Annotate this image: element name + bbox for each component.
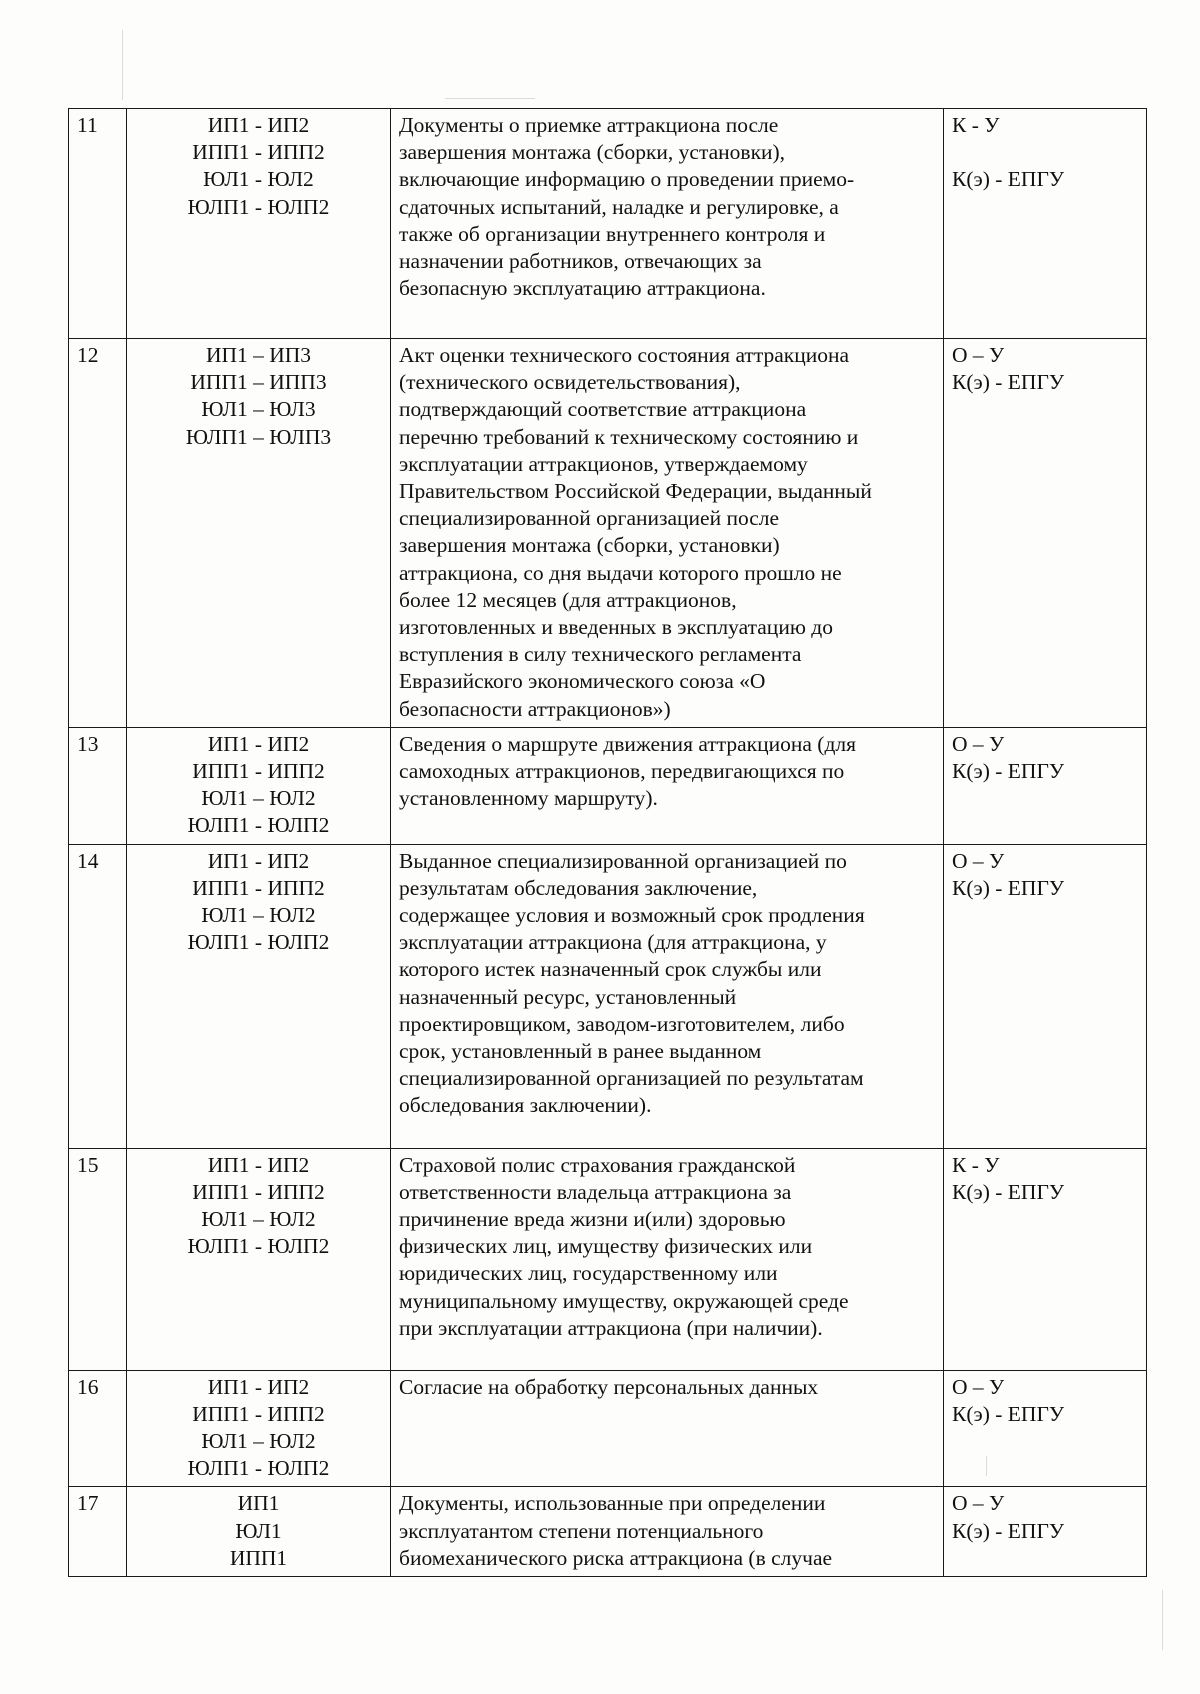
requirement-line: К(э) - ЕПГУ bbox=[952, 1179, 1065, 1204]
category-line: ЮЛП1 - ЮЛП2 bbox=[187, 194, 330, 219]
requirement-line: О – У bbox=[952, 1491, 1005, 1516]
applicant-categories bbox=[127, 1370, 391, 1487]
requirement-line: О – У bbox=[952, 343, 1005, 367]
document-line: физических лиц, имуществу физических или bbox=[399, 1234, 813, 1259]
requirement-line: О – У bbox=[952, 1374, 1005, 1399]
category-line: ЮЛП1 - ЮЛП2 bbox=[187, 1456, 330, 1481]
category-line: ИПП1 - ИПП2 bbox=[192, 759, 325, 784]
document-description bbox=[391, 727, 944, 844]
requirement-line: К(э) - ЕПГУ bbox=[952, 167, 1065, 192]
row-number: 13 bbox=[69, 727, 127, 844]
requirement-line: О – У bbox=[952, 848, 1005, 873]
document-line: безопасную эксплуатацию аттракциона. bbox=[399, 276, 766, 301]
applicant-categories bbox=[127, 844, 391, 1148]
document-line: подтверждающий соответствие аттракциона bbox=[399, 397, 807, 422]
document-line: эксплуатантом степени потенциального bbox=[399, 1518, 764, 1543]
document-line: сдаточных испытаний, наладке и регулировке, а bbox=[399, 194, 839, 219]
scan-artifact bbox=[1162, 1590, 1163, 1650]
category-line: ИПП1 bbox=[229, 1545, 288, 1570]
table-row bbox=[69, 844, 1147, 1148]
table-row bbox=[69, 1370, 1147, 1487]
row-number: 14 bbox=[69, 844, 127, 1148]
requirement-line: К(э) - ЕПГУ bbox=[952, 1401, 1065, 1426]
document-line: изготовленных и введенных в эксплуатацию до bbox=[399, 615, 833, 640]
document-line: Документы о приемке аттракциона после bbox=[399, 113, 779, 137]
document-description bbox=[391, 109, 944, 339]
document-line: также об организации внутреннего контроля и bbox=[399, 221, 826, 246]
document-line: специализированной организацией по результатам bbox=[399, 1066, 864, 1091]
category-line: ИП1 bbox=[237, 1491, 280, 1516]
document-line: причинение вреда жизни и(или) здоровью bbox=[399, 1207, 786, 1232]
submission-requirement bbox=[944, 339, 1147, 728]
table-row bbox=[69, 727, 1147, 844]
category-line: ЮЛП1 - ЮЛП2 bbox=[187, 1234, 330, 1259]
submission-requirement bbox=[944, 109, 1147, 339]
document-description bbox=[391, 844, 944, 1148]
category-line: ЮЛ1 - ЮЛ2 bbox=[203, 167, 314, 192]
row-number: 15 bbox=[69, 1148, 127, 1370]
category-line: ЮЛ1 – ЮЛ2 bbox=[201, 1429, 316, 1454]
category-line: ЮЛ1 bbox=[235, 1518, 282, 1543]
requirement-line: К(э) - ЕПГУ bbox=[952, 370, 1065, 395]
requirement-line: К - У bbox=[952, 113, 1000, 137]
scan-artifact bbox=[445, 98, 535, 99]
document-line: специализированной организацией после bbox=[399, 506, 780, 531]
document-line: проектировщиком, заводом-изготовителем, либо bbox=[399, 1011, 845, 1036]
document-line: перечню требований к техническому состоянию и bbox=[399, 424, 859, 449]
row-number: 11 bbox=[69, 109, 127, 339]
table-row bbox=[69, 109, 1147, 339]
submission-requirement bbox=[944, 1487, 1147, 1577]
category-line: ЮЛ1 – ЮЛ2 bbox=[201, 786, 316, 811]
category-line: ИПП1 - ИПП2 bbox=[192, 140, 325, 165]
document-description bbox=[391, 1370, 944, 1487]
category-line: ИП1 - ИП2 bbox=[207, 1152, 310, 1177]
submission-requirement bbox=[944, 1370, 1147, 1487]
category-line: ИП1 – ИП3 bbox=[205, 343, 312, 367]
document-line: содержащее условия и возможный срок продления bbox=[399, 903, 865, 928]
document-line: завершения монтажа (сборки, установки) bbox=[399, 533, 780, 558]
row-number: 16 bbox=[69, 1370, 127, 1487]
document-description bbox=[391, 1148, 944, 1370]
table-row bbox=[69, 1148, 1147, 1370]
document-line: обследования заключении). bbox=[399, 1093, 652, 1118]
document-line: установленному маршруту). bbox=[399, 786, 658, 811]
submission-requirement bbox=[944, 727, 1147, 844]
applicant-categories bbox=[127, 1487, 391, 1577]
requirement-line: К - У bbox=[952, 1152, 1000, 1177]
category-line: ЮЛ1 – ЮЛ3 bbox=[201, 397, 316, 422]
category-line: ИПП1 - ИПП2 bbox=[192, 1179, 325, 1204]
document-line: назначенный ресурс, установленный bbox=[399, 984, 737, 1009]
applicant-categories bbox=[127, 109, 391, 339]
scan-artifact bbox=[122, 30, 123, 100]
category-line: ИП1 - ИП2 bbox=[207, 848, 310, 873]
document-line: срок, установленный в ранее выданном bbox=[399, 1039, 762, 1064]
document-line: Согласие на обработку персональных данных bbox=[399, 1374, 819, 1399]
document-line: Документы, использованные при определении bbox=[399, 1491, 826, 1516]
document-line: ответственности владельца аттракциона за bbox=[399, 1179, 792, 1204]
category-line: ЮЛП1 – ЮЛП3 bbox=[185, 424, 332, 449]
document-line: эксплуатации аттракционов, утверждаемому bbox=[399, 451, 808, 476]
document-line: аттракциона, со дня выдачи которого прошло не bbox=[399, 560, 842, 585]
document-line: Сведения о маршруте движения аттракциона (для bbox=[399, 731, 857, 756]
submission-requirement bbox=[944, 844, 1147, 1148]
document-line: которого истек назначенный срок службы или bbox=[399, 957, 822, 982]
document-line: (технического освидетельствования), bbox=[399, 370, 741, 395]
document-line: эксплуатации аттракциона (для аттракциона, у bbox=[399, 930, 827, 955]
submission-requirement bbox=[944, 1148, 1147, 1370]
category-line: ИП1 - ИП2 bbox=[207, 731, 310, 756]
document-line: более 12 месяцев (для аттракционов, bbox=[399, 587, 737, 612]
row-number: 12 bbox=[69, 339, 127, 728]
table-body bbox=[69, 109, 1147, 1577]
category-line: ЮЛ1 – ЮЛ2 bbox=[201, 903, 316, 928]
applicant-categories bbox=[127, 1148, 391, 1370]
document-line: муниципальному имуществу, окружающей среде bbox=[399, 1288, 849, 1313]
document-line: биомеханического риска аттракциона (в случае bbox=[399, 1545, 833, 1570]
category-line: ИПП1 – ИПП3 bbox=[190, 370, 327, 395]
document-description bbox=[391, 1487, 944, 1577]
document-line: результатам обследования заключение, bbox=[399, 875, 758, 900]
requirements-table bbox=[68, 108, 1147, 1577]
row-number: 17 bbox=[69, 1487, 127, 1577]
category-line: ИПП1 - ИПП2 bbox=[192, 875, 325, 900]
table-row bbox=[69, 339, 1147, 728]
document-line: завершения монтажа (сборки, установки), bbox=[399, 140, 786, 165]
document-description bbox=[391, 339, 944, 728]
document-line: вступления в силу технического регламента bbox=[399, 642, 802, 667]
requirement-line: К(э) - ЕПГУ bbox=[952, 759, 1065, 784]
document-line: Евразийского экономического союза «О bbox=[399, 669, 766, 694]
document-line: Выданное специализированной организацией по bbox=[399, 848, 847, 873]
category-line: ИП1 - ИП2 bbox=[207, 113, 310, 137]
category-line: ЮЛП1 - ЮЛП2 bbox=[187, 930, 330, 955]
requirement-spacer bbox=[952, 139, 1138, 166]
applicant-categories bbox=[127, 339, 391, 728]
requirement-line: К(э) - ЕПГУ bbox=[952, 875, 1065, 900]
applicant-categories bbox=[127, 727, 391, 844]
document-line: Правительством Российской Федерации, выданный bbox=[399, 479, 872, 504]
document-line: при эксплуатации аттракциона (при наличии). bbox=[399, 1315, 823, 1340]
document-line: Страховой полис страхования гражданской bbox=[399, 1152, 796, 1177]
category-line: ИП1 - ИП2 bbox=[207, 1374, 310, 1399]
category-line: ЮЛП1 - ЮЛП2 bbox=[187, 813, 330, 838]
document-line: Акт оценки технического состояния аттракциона bbox=[399, 343, 850, 367]
category-line: ЮЛ1 – ЮЛ2 bbox=[201, 1207, 316, 1232]
category-line: ИПП1 - ИПП2 bbox=[192, 1401, 325, 1426]
document-line: включающие информацию о проведении приемо- bbox=[399, 167, 855, 192]
document-line: юридических лиц, государственному или bbox=[399, 1261, 778, 1286]
document-line: назначении работников, отвечающих за bbox=[399, 249, 762, 274]
requirement-line: О – У bbox=[952, 731, 1005, 756]
table-row bbox=[69, 1487, 1147, 1577]
document-line: самоходных аттракционов, передвигающихся по bbox=[399, 759, 845, 784]
document-line: безопасности аттракционов») bbox=[399, 696, 671, 721]
requirement-line: К(э) - ЕПГУ bbox=[952, 1518, 1065, 1543]
